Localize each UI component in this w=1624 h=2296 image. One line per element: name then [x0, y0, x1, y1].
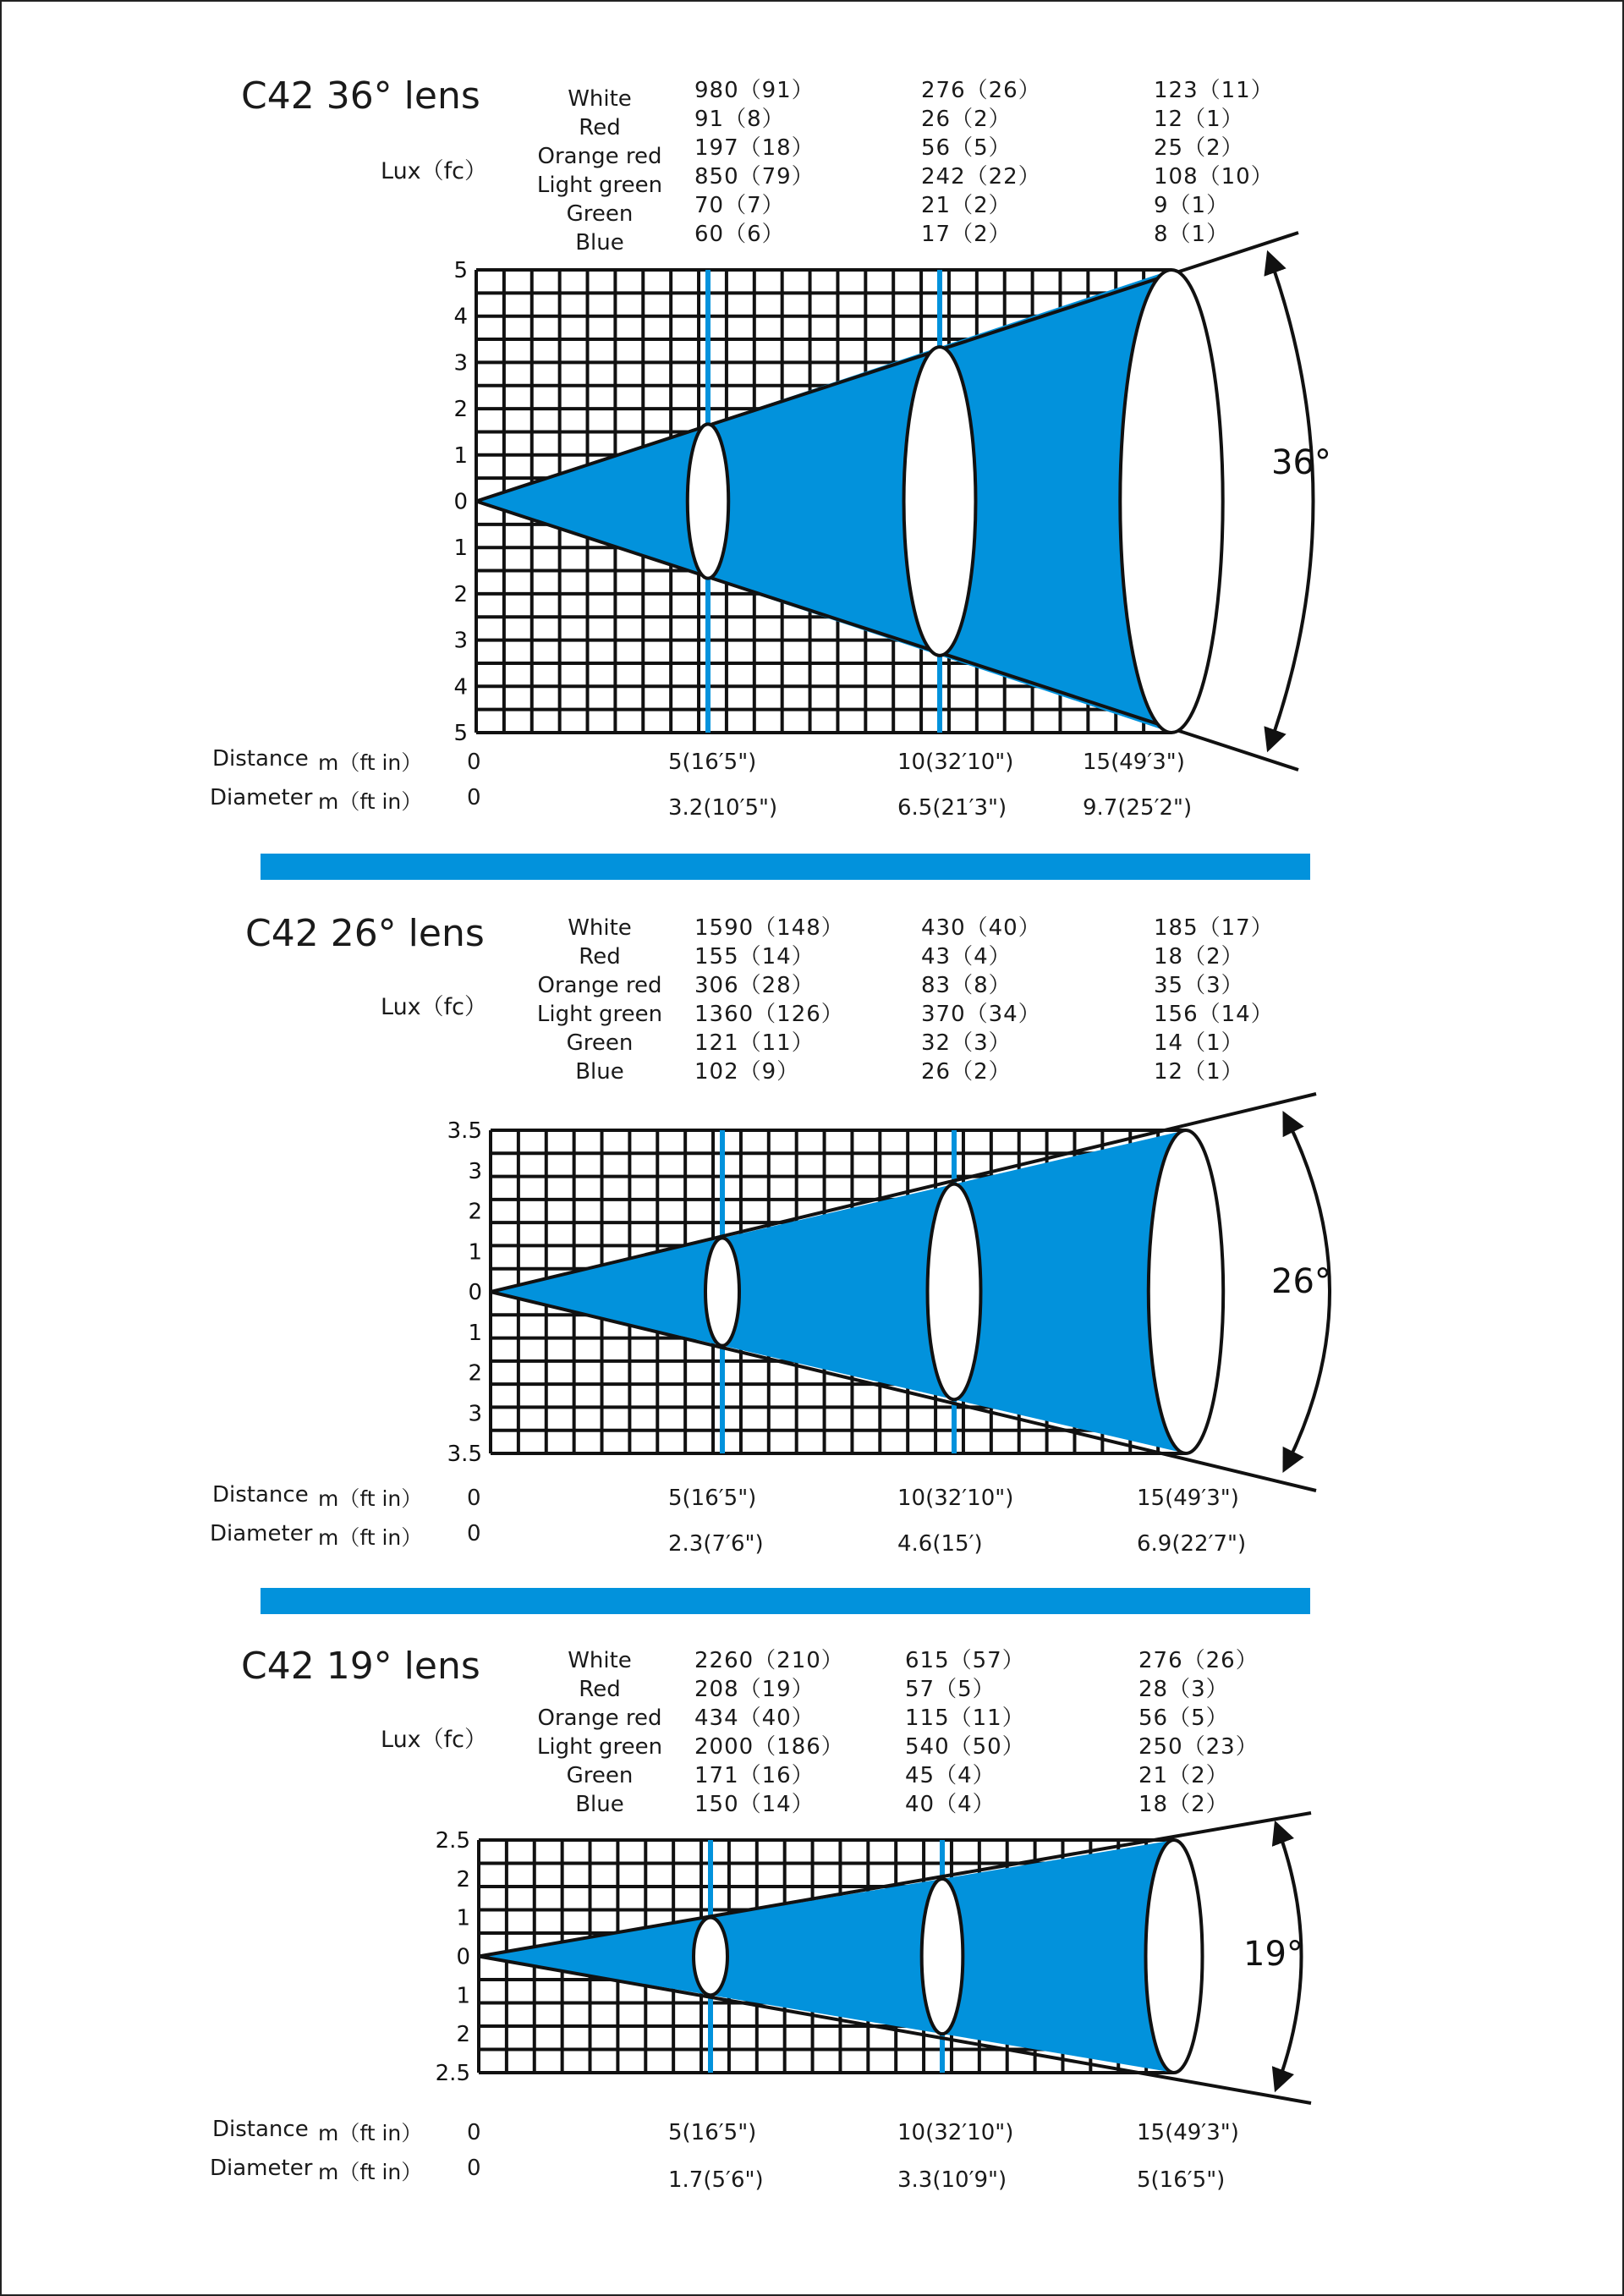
lux-value: 242（22）: [921, 164, 1041, 190]
lux-value: 18（2）: [1138, 1792, 1229, 1817]
color-name: Light green: [536, 173, 663, 198]
diameter-zero: 0: [467, 785, 481, 810]
diameter-value: 1.7(5′6"): [668, 2167, 764, 2193]
lux-value: 430（40）: [921, 915, 1041, 941]
lux-value: 155（14）: [694, 944, 815, 969]
lux-value: 26（2）: [921, 107, 1012, 132]
y-tick-label: 1: [453, 442, 468, 469]
lux-value: 26（2）: [921, 1059, 1012, 1085]
diameter-label: Diameter: [210, 1521, 313, 1546]
lux-value: 850（79）: [694, 164, 815, 190]
lux-value: 56（5）: [1138, 1706, 1229, 1731]
lux-value: 21（2）: [921, 193, 1012, 218]
y-tick-label: 5: [453, 258, 468, 283]
y-tick-label: 3.5: [447, 1442, 482, 1467]
lux-value: 83（8）: [921, 973, 1012, 998]
color-name: Red: [579, 944, 621, 969]
color-name: Orange red: [537, 973, 662, 998]
lux-value: 45（4）: [905, 1763, 996, 1788]
distance-value: 15(49′3"): [1137, 1486, 1239, 1511]
section-title: C42 36° lens: [241, 74, 480, 118]
y-tick-label: 4: [453, 674, 468, 700]
diameter-unit: m（ft in）: [318, 1525, 423, 1550]
lux-value: 156（14）: [1154, 1002, 1274, 1027]
lux-value: 250（23）: [1138, 1734, 1259, 1760]
distance-value: 10(32′10"): [897, 1486, 1014, 1511]
distance-value: 5(16′5"): [668, 750, 757, 775]
distance-value: 10(32′10"): [897, 750, 1014, 775]
lux-value: 276（26）: [921, 78, 1041, 103]
y-tick-label: 3: [453, 628, 468, 654]
lux-value: 197（18）: [694, 135, 815, 161]
y-tick-label: 3: [468, 1401, 482, 1427]
lux-value: 8（1）: [1154, 222, 1230, 247]
lux-value: 70（7）: [694, 193, 785, 218]
lux-value: 32（3）: [921, 1030, 1012, 1056]
y-tick-label: 2: [468, 1199, 482, 1225]
y-tick-label: 2.5: [435, 1828, 470, 1854]
distance-zero: 0: [467, 1486, 481, 1511]
color-name: Light green: [536, 1002, 663, 1027]
y-tick-label: 2: [453, 581, 468, 607]
y-tick-label: 2: [453, 397, 468, 423]
lux-value: 171（16）: [694, 1763, 815, 1788]
color-name: Light green: [536, 1734, 663, 1760]
lux-value: 43（4）: [921, 944, 1012, 969]
lux-label: Lux（fc）: [381, 994, 488, 1020]
y-tick-label: 1: [468, 1239, 482, 1266]
y-tick-label: 0: [468, 1280, 482, 1305]
diameter-zero: 0: [467, 2156, 481, 2181]
diameter-value: 3.2(10′5"): [668, 795, 778, 821]
distance-label: Distance: [212, 746, 309, 772]
lux-value: 12（1）: [1154, 1059, 1244, 1085]
diameter-unit: m（ft in）: [318, 2160, 423, 2184]
y-tick-label: 3: [468, 1158, 482, 1184]
lux-label: Lux（fc）: [381, 158, 488, 184]
beam-angle-label: 19°: [1243, 1935, 1303, 1974]
lux-value: 306（28）: [694, 973, 815, 998]
lux-value: 17（2）: [921, 222, 1012, 247]
lux-value: 2000（186）: [694, 1734, 844, 1760]
lux-value: 35（3）: [1154, 973, 1244, 998]
lux-value: 615（57）: [905, 1648, 1025, 1673]
lux-value: 57（5）: [905, 1677, 996, 1702]
diameter-label: Diameter: [210, 2156, 313, 2181]
lux-value: 540（50）: [905, 1734, 1025, 1760]
lux-value: 276（26）: [1138, 1648, 1259, 1673]
y-tick-label: 3: [453, 350, 468, 376]
distance-unit: m（ft in）: [318, 750, 423, 775]
distance-zero: 0: [467, 750, 481, 775]
lux-value: 108（10）: [1154, 164, 1274, 190]
lux-value: 14（1）: [1154, 1030, 1244, 1056]
color-name: White: [568, 915, 632, 941]
color-name: Blue: [575, 1059, 624, 1085]
diameter-value: 9.7(25′2"): [1083, 795, 1193, 821]
lux-value: 150（14）: [694, 1792, 815, 1817]
color-name: Orange red: [537, 1706, 662, 1731]
distance-value: 5(16′5"): [668, 1486, 757, 1511]
lux-value: 980（91）: [694, 78, 815, 103]
lux-value: 9（1）: [1154, 193, 1230, 218]
distance-value: 15(49′3"): [1083, 750, 1185, 775]
lux-value: 185（17）: [1154, 915, 1274, 941]
color-name: Red: [579, 115, 621, 140]
y-tick-label: 2: [468, 1360, 482, 1387]
section-title: C42 19° lens: [241, 1645, 480, 1688]
lux-value: 208（19）: [694, 1677, 815, 1702]
diameter-value: 6.5(21′3"): [897, 795, 1007, 821]
y-tick-label: 0: [456, 1944, 470, 1970]
lux-value: 121（11）: [694, 1030, 815, 1056]
distance-value: 10(32′10"): [897, 2120, 1014, 2145]
lux-label: Lux（fc）: [381, 1727, 488, 1753]
distance-zero: 0: [467, 2120, 481, 2145]
color-name: White: [568, 86, 632, 112]
y-tick-label: 1: [468, 1320, 482, 1346]
lux-value: 115（11）: [905, 1706, 1025, 1731]
beam-cross-section: [694, 1918, 727, 1996]
diameter-value: 5(16′5"): [1137, 2167, 1226, 2193]
distance-label: Distance: [212, 1482, 309, 1508]
beam-angle-label: 26°: [1271, 1262, 1331, 1301]
diameter-value: 4.6(15′): [897, 1531, 983, 1557]
lux-value: 18（2）: [1154, 944, 1244, 969]
lux-value: 60（6）: [694, 222, 785, 247]
y-tick-label: 3.5: [447, 1118, 482, 1144]
beam-cross-section: [922, 1879, 963, 2034]
beam-cone: [479, 1840, 1174, 2073]
diameter-zero: 0: [467, 1521, 481, 1546]
color-name: Blue: [575, 230, 624, 255]
section-title: C42 26° lens: [245, 912, 485, 955]
lux-value: 123（11）: [1154, 78, 1274, 103]
color-name: Green: [566, 201, 634, 227]
color-name: Orange red: [537, 144, 662, 169]
lux-value: 28（3）: [1138, 1677, 1229, 1702]
beam-cross-section: [1146, 1840, 1203, 2073]
lux-value: 102（9）: [694, 1059, 800, 1085]
color-name: Blue: [575, 1792, 624, 1817]
distance-value: 5(16′5"): [668, 2120, 757, 2145]
lux-value: 91（8）: [694, 107, 785, 132]
diameter-unit: m（ft in）: [318, 789, 423, 814]
distance-value: 15(49′3"): [1137, 2120, 1239, 2145]
lux-value: 1590（148）: [694, 915, 844, 941]
lux-value: 12（1）: [1154, 107, 1244, 132]
y-tick-label: 4: [453, 304, 468, 330]
lux-value: 25（2）: [1154, 135, 1244, 161]
lux-value: 2260（210）: [694, 1648, 844, 1673]
y-tick-label: 1: [456, 1983, 470, 2009]
lux-value: 40（4）: [905, 1792, 996, 1817]
lux-value: 370（34）: [921, 1002, 1041, 1027]
distance-unit: m（ft in）: [318, 2121, 423, 2145]
y-tick-label: 1: [453, 536, 468, 562]
diameter-label: Diameter: [210, 785, 313, 810]
distance-unit: m（ft in）: [318, 1486, 423, 1511]
distance-label: Distance: [212, 2117, 309, 2142]
color-name: Green: [566, 1030, 634, 1056]
diameter-value: 6.9(22′7"): [1137, 1531, 1247, 1557]
lux-value: 1360（126）: [694, 1002, 844, 1027]
y-tick-label: 2: [456, 2022, 470, 2048]
color-name: Red: [579, 1677, 621, 1702]
diameter-value: 2.3(7′6"): [668, 1531, 764, 1557]
color-name: White: [568, 1648, 632, 1673]
y-tick-label: 2.5: [435, 2061, 470, 2086]
y-tick-label: 0: [453, 489, 468, 515]
y-tick-label: 5: [453, 721, 468, 746]
lux-value: 21（2）: [1138, 1763, 1229, 1788]
color-name: Green: [566, 1763, 634, 1788]
y-tick-label: 2: [456, 1866, 470, 1892]
beam-angle-label: 36°: [1271, 443, 1331, 482]
lux-value: 434（40）: [694, 1706, 815, 1731]
diameter-value: 3.3(10′9"): [897, 2167, 1007, 2193]
y-tick-label: 1: [456, 1905, 470, 1931]
lux-value: 56（5）: [921, 135, 1012, 161]
